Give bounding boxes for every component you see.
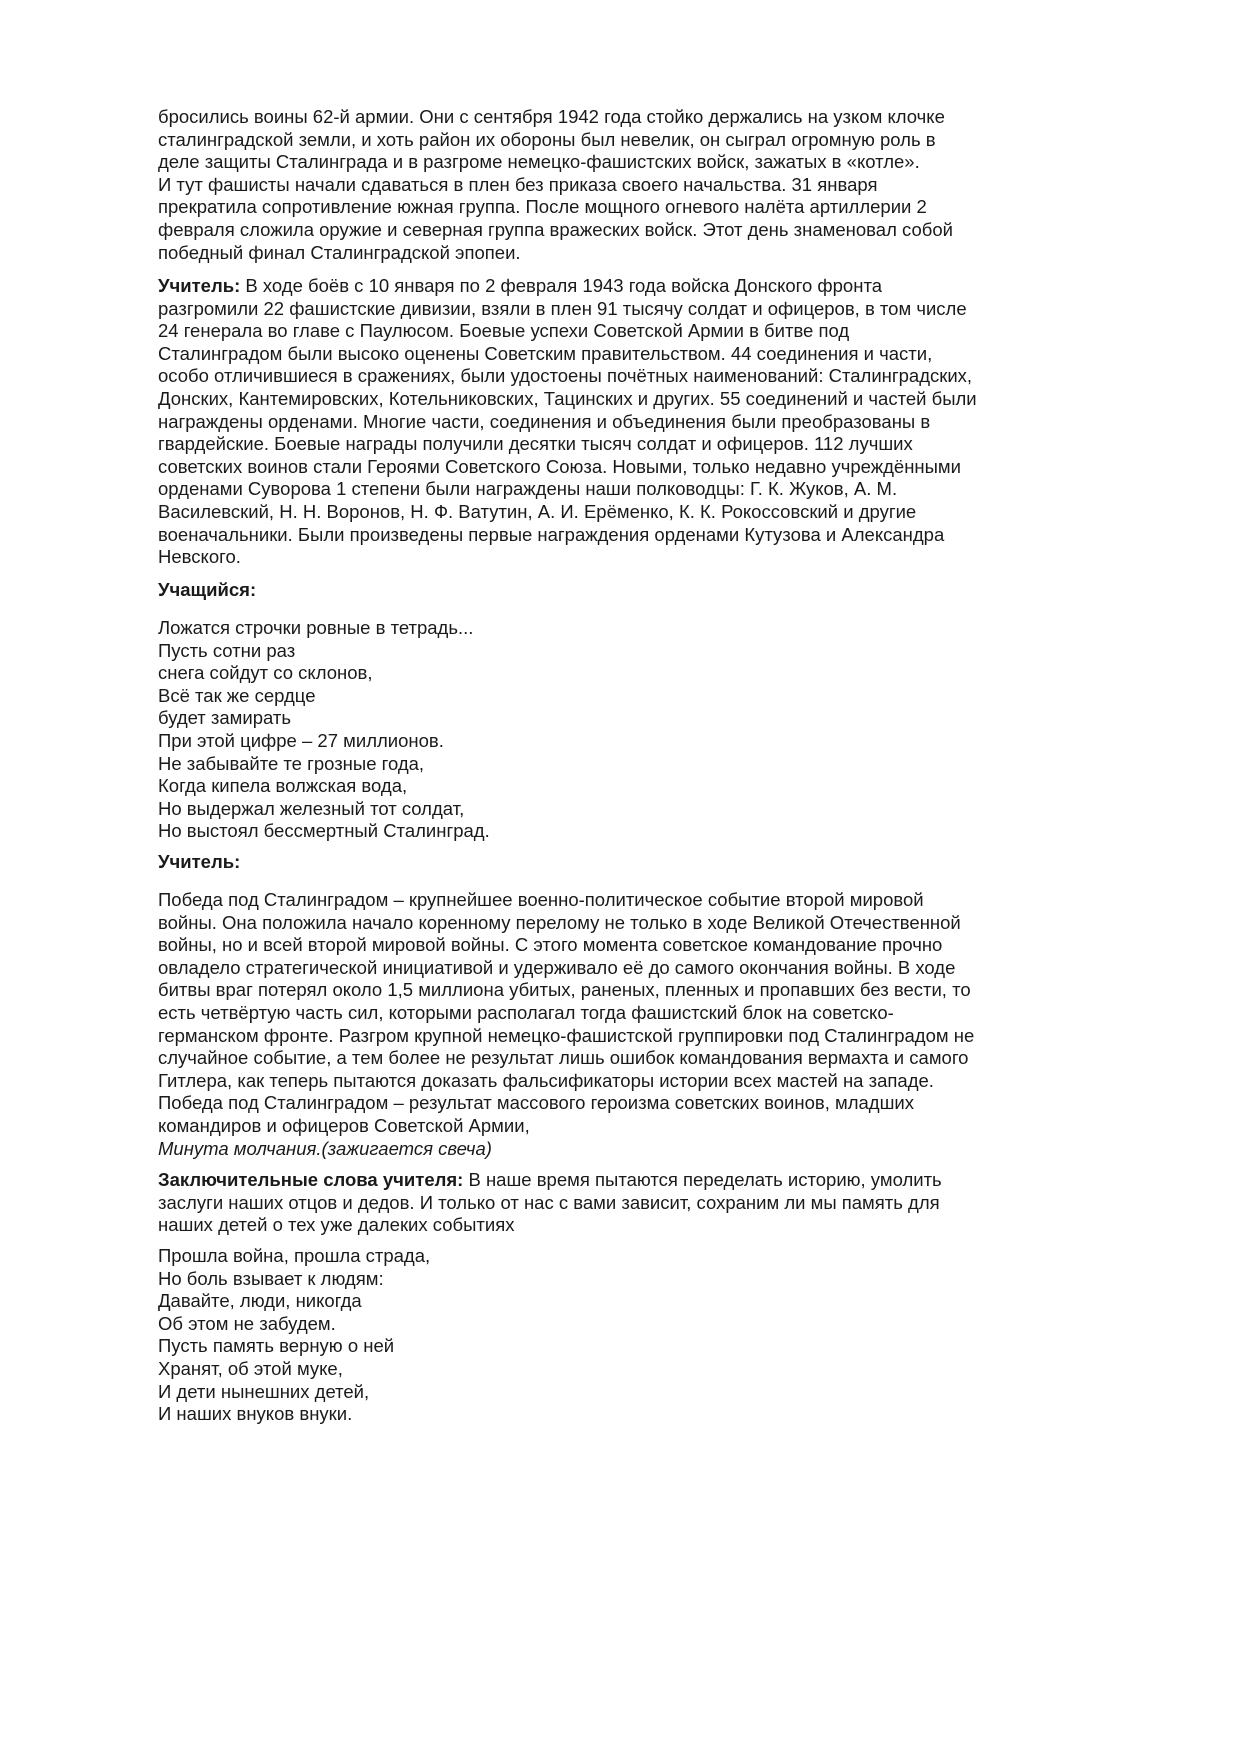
paragraph-closing-words bbox=[158, 1169, 942, 1237]
speaker-label: Заключительные слова учителя: bbox=[158, 1169, 464, 1190]
paragraph-victory-significance bbox=[158, 889, 974, 1160]
student-heading bbox=[158, 579, 256, 602]
teacher-heading bbox=[158, 851, 240, 874]
paragraph-teacher-awards bbox=[158, 275, 977, 569]
paragraph-battle-end: бросились воины 62-й армии. Они с сентября 1942 года стойко держались на узком клочке сталинградской земли, и хоть район их обороны был невелик, он сыграл огромную роль в деле защиты Сталинграда и в разгроме немецко-фашистских войск, зажатых в «котле». И тут фашисты начали сдаваться в плен без приказа своего начальства. 31 января прекратила сопротивление южная группа. После мощного огневого налёта артиллерии 2 февраля сложила оружие и северная группа вражеских войск. Этот день знаменовал собой победный финал Сталинградской эпопеи. bbox=[158, 106, 953, 263]
speaker-label: Учитель: bbox=[158, 275, 241, 296]
paragraph-text: В наше время пытаются переделать историю, умолить заслуги наших отцов и дедов. И только от нас с вами зависит, сохраним ли мы память для наших детей о тех уже далеких событиях bbox=[158, 1169, 942, 1236]
poem-student: Ложатся строчки ровные в тетрадь... Пусть сотни раз снега сойдут со склонов, Всё так же сердце будет замирать При этой цифре – 27 миллионов. Не забывайте те грозные года, Когда кипела волжская вода, Но выдержал железный тот солдат, Но выстоял бессмертный Сталинград. bbox=[158, 617, 490, 842]
speaker-label: Учитель: bbox=[158, 851, 241, 872]
speaker-label: Учащийся: bbox=[158, 579, 257, 600]
paragraph-text: В ходе боёв с 10 января по 2 февраля 1943 года войска Донского фронта разгромили 22 фашистские дивизии, взяли в плен 91 тысячу солдат и офицеров, в том числе 24 генерала во главе с Паулюсом. Боевые успехи Советской Армии в битве под Сталинградом были высоко оценены Советским правительством. 44 соединения и части, особо отличившиеся в сражениях, были удостоены почётных наименований: Сталинградских, Донских, Кантемировских, Котельниковских, Тацинских и других. 55 соединений и частей были награждены орденами. Многие части, соединения и объединения были преобразованы в гвардейские. Боевые награды получили десятки тысяч солдат и офицеров. 112 лучших советских воинов стали Героями Советского Союза. Новыми, только недавно учреждёнными орденами Суворова 1 степени были награждены наши полководцы: Г. К. Жуков, А. М. Василевский, Н. Н. Воронов, Н. Ф. Ватутин, А. И. Ерёменко, К. К. Рокоссовский и другие военачальники. Были произведены первые награждения орденами Кутузова и Александра Невского. bbox=[158, 275, 977, 568]
paragraph-text: Победа под Сталинградом – крупнейшее военно-политическое событие второй мировой войны. Она положила начало коренному перелому не только в ходе Великой Отечественной войны, но и всей второй мировой войны. С этого момента советское командование прочно овладело стратегической инициативой и удерживало её до самого окончания войны. В ходе битвы враг потерял около 1,5 миллиона убитых, раненых, пленных и пропавших без вести, то есть четвёртую часть сил, которыми располагал тогда фашистский блок на советско- германском фронте. Разгром крупной немецко-фашистской группировки под Сталинградом не случайное событие, а тем более не результат лишь ошибок командования вермахта и самого Гитлера, как теперь пытаются доказать фальсификаторы истории всех мастей на западе. Победа под Сталинградом – результат массового героизма советских воинов, младших командиров и офицеров Советской Армии, bbox=[158, 889, 975, 1136]
stage-direction: Минута молчания.(зажигается свеча) bbox=[158, 1137, 492, 1159]
poem-closing: Прошла война, прошла страда, Но боль взывает к людям: Давайте, люди, никогда Об этом не забудем. Пусть память верную о ней Хранят, об этой муке, И дети нынешних детей, И наших внуков внуки. bbox=[158, 1245, 431, 1425]
